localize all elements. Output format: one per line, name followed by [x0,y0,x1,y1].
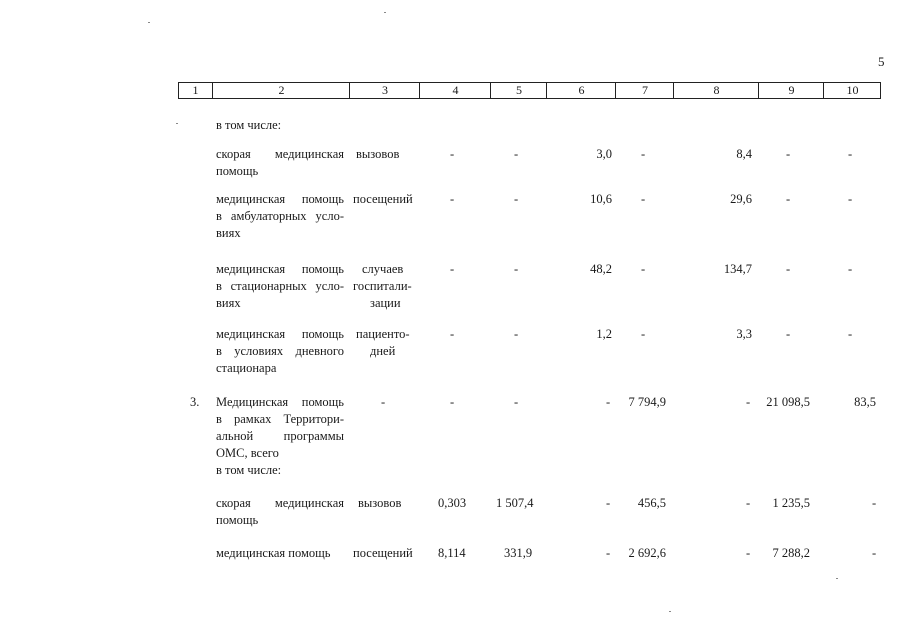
cell-10: - [848,147,853,161]
cell-7: - [641,327,646,341]
unit-cell: - [381,395,386,409]
row-name-line: в условиях дневного [216,344,344,358]
row-name-line: скорая медицинская [216,496,344,510]
cell-6: - [606,496,611,510]
unit-line: случаев [362,262,404,276]
row-name-line: в рамках Территори- [216,412,344,426]
row-name-line: медицинская помощь [216,546,331,560]
cell-4: - [450,327,455,341]
unit-cell: вызовов [358,496,402,510]
cell-4: - [450,395,455,409]
unit-line: госпитали- [353,279,412,293]
header-cell-5: 5 [490,83,547,98]
cell-5: - [514,147,519,161]
cell-5: - [514,192,519,206]
scan-speck [148,22,150,23]
header-cell-8: 8 [673,83,759,98]
cell-10: 83,5 [854,395,876,409]
header-cell-2: 2 [212,83,350,98]
cell-7: 7 794,9 [628,395,666,409]
cell-9: 21 098,5 [766,395,810,409]
row-name-line: скорая медицинская [216,147,344,161]
row-name-line: альной программы [216,429,344,443]
cell-6: 48,2 [590,262,612,276]
scan-speck [384,12,386,13]
row-name-line: Медицинская помощь [216,395,344,409]
cell-7: - [641,262,646,276]
scan-speck [836,578,838,579]
cell-9: - [786,262,791,276]
cell-8: - [746,496,751,510]
row-label: в том числе: [216,118,282,132]
header-cell-10: 10 [823,83,881,98]
cell-10: - [872,496,877,510]
cell-8: 3,3 [736,327,752,341]
row-name-line: виях [216,226,241,240]
row-name-line: ОМС, всего [216,446,279,460]
row-name-line: в том числе: [216,463,282,477]
row-name-line: помощь [216,164,259,178]
cell-4: - [450,262,455,276]
unit-cell: вызовов [356,147,400,161]
row-name-line: медицинская помощь [216,262,344,276]
scan-speck [669,611,671,612]
page-number: 5 [878,54,885,69]
cell-8: 134,7 [723,262,752,276]
table-header-row [178,82,881,99]
cell-4: 0,303 [438,496,467,510]
header-cell-7: 7 [615,83,674,98]
row-name-line: виях [216,296,241,310]
row-name-line: в амбулаторных усло- [216,209,344,223]
cell-5: 331,9 [504,546,533,560]
cell-5: - [514,262,519,276]
header-cell-1: 1 [192,83,199,97]
cell-10: - [872,546,877,560]
cell-10: - [848,192,853,206]
row-name-line: медицинская помощь [216,327,344,341]
row-name-line: медицинская помощь [216,192,344,206]
cell-8: 29,6 [730,192,752,206]
cell-5: - [514,395,519,409]
cell-6: 1,2 [596,327,612,341]
cell-6: 3,0 [596,147,612,161]
cell-10: - [848,327,853,341]
cell-6: - [606,546,611,560]
cell-7: 2 692,6 [628,546,666,560]
row-name-line: в стационарных усло- [216,279,344,293]
header-cell-4: 4 [419,83,491,98]
header-cell-6: 6 [546,83,616,98]
row-name-line: стационара [216,361,277,375]
cell-7: 456,5 [637,496,666,510]
unit-line: пациенто- [356,327,410,341]
cell-7: - [641,192,646,206]
unit-cell: посещений [353,546,413,560]
cell-7: - [641,147,646,161]
cell-9: - [786,192,791,206]
cell-4: - [450,192,455,206]
cell-6: 10,6 [590,192,612,206]
scan-speck [176,123,178,124]
cell-9: 7 288,2 [772,546,810,560]
cell-4: - [450,147,455,161]
cell-9: 1 235,5 [772,496,810,510]
header-cell-9: 9 [758,83,824,98]
cell-4: 8,114 [438,546,466,560]
cell-10: - [848,262,853,276]
cell-5: 1 507,4 [496,496,534,510]
cell-6: - [606,395,611,409]
cell-9: - [786,147,791,161]
unit-line: дней [370,344,396,358]
unit-cell: посещений [353,192,413,206]
row-name-line: помощь [216,513,259,527]
unit-line: зации [370,296,401,310]
cell-9: - [786,327,791,341]
header-cell-3: 3 [349,83,420,98]
cell-8: - [746,395,751,409]
cell-5: - [514,327,519,341]
cell-8: 8,4 [736,147,752,161]
cell-8: - [746,546,751,560]
row-number: 3. [190,395,200,409]
